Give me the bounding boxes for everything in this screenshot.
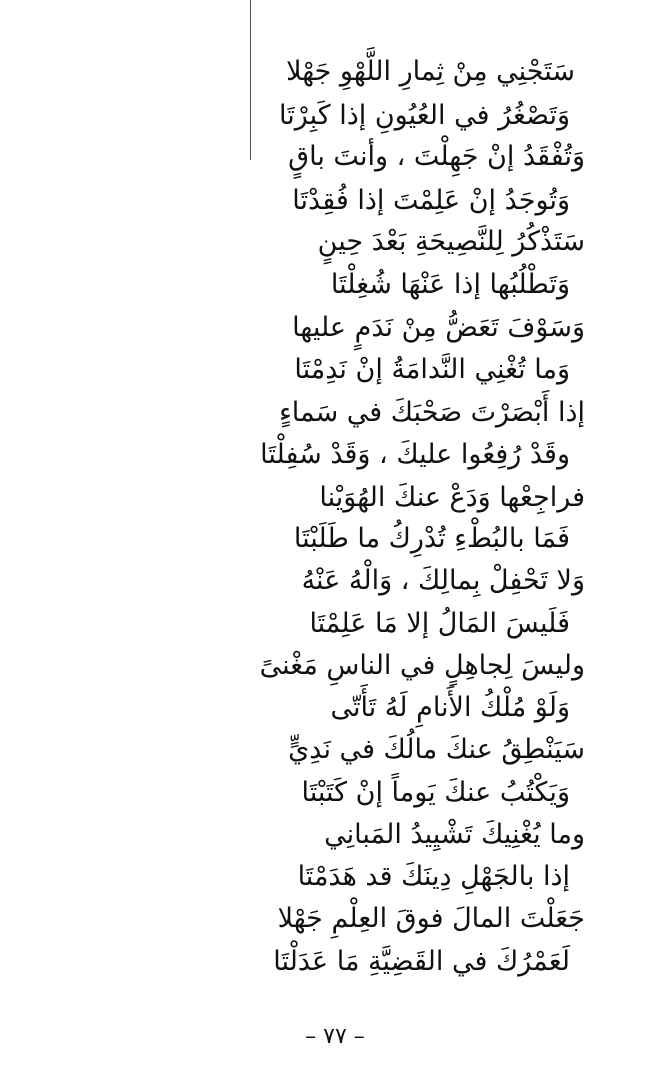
verse-line-2: وَتَصْغُرُ في العُيُونِ إذا كَبِرْتَا (279, 100, 570, 131)
verse-line-16: وَلَوْ مُلْكُ الأَنامِ لَهُ تَأَتّى (330, 692, 570, 723)
verse-line-5: سَتَذْكُرُ لِلنَّصِيحَةِ بَعْدَ حِينٍ (317, 226, 585, 257)
verse-line-15: وليسَ لِجاهِلٍ في الناسِ مَغْنىً (259, 650, 585, 681)
verse-line-12: فَمَا بالبُطْءِ تُدْرِكُ ما طَلَبْتَا (293, 523, 570, 554)
verse-line-22: لَعَمْرُكَ في القَضِيَّةِ مَا عَدَلْتَا (273, 946, 570, 977)
verse-line-19: وما يُغْنِيكَ تَشْيِيدُ المَبانِي (324, 819, 585, 850)
verse-line-14: فَلَيسَ المَالُ إلا مَا عَلِمْتَا (309, 608, 570, 639)
verse-line-3: وَتُفْقَدُ إنْ جَهِلْتَ ، وأنتَ باقٍ (288, 141, 585, 172)
verse-line-21: جَعَلْتَ المالَ فوقَ العِلْمِ جَهْلا (277, 903, 585, 934)
verse-line-13: وَلا تَحْفِلْ بِمالِكَ ، وَالْهُ عَنْهُ (301, 565, 585, 596)
verse-line-9: إذا أَبْصَرْتَ صَحْبَكَ في سَماءٍ (279, 397, 585, 428)
verse-line-17: سَيَنْطِقُ عنكَ مالُكَ في نَدِيٍّ (288, 734, 585, 765)
verse-line-10: وقَدْ رُفِعُوا عليكَ ، وَقَدْ سُفِلْتَا (260, 439, 570, 470)
verse-line-1: سَتَجْنِي مِنْ ثِمارِ اللَّهْوِ جَهْلا (286, 56, 575, 87)
verse-line-7: وَسَوْفَ تَعَضُّ مِنْ نَدَمٍ عليها (292, 312, 585, 343)
verse-line-6: وَتَطْلُبُها إذا عَنْهَا شُغِلْتَا (330, 269, 570, 300)
page-number: – ٧٧ – (305, 1024, 365, 1049)
verse-line-8: وَما تُغْنِي النَّدامَةُ إنْ نَدِمْتَا (294, 354, 570, 385)
verse-line-18: وَيَكْتُبُ عنكَ يَوماً إنْ كَتَبْتَا (301, 777, 570, 808)
verse-line-4: وَتُوجَدُ إنْ عَلِمْتَ إذا فُقِدْتَا (292, 185, 570, 216)
verse-line-20: إذا بالجَهْلِ دِينَكَ قد هَدَمْتَا (297, 861, 570, 892)
verse-line-11: فراجِعْها وَدَعْ عنكَ الهُوَيْنا (319, 482, 585, 513)
